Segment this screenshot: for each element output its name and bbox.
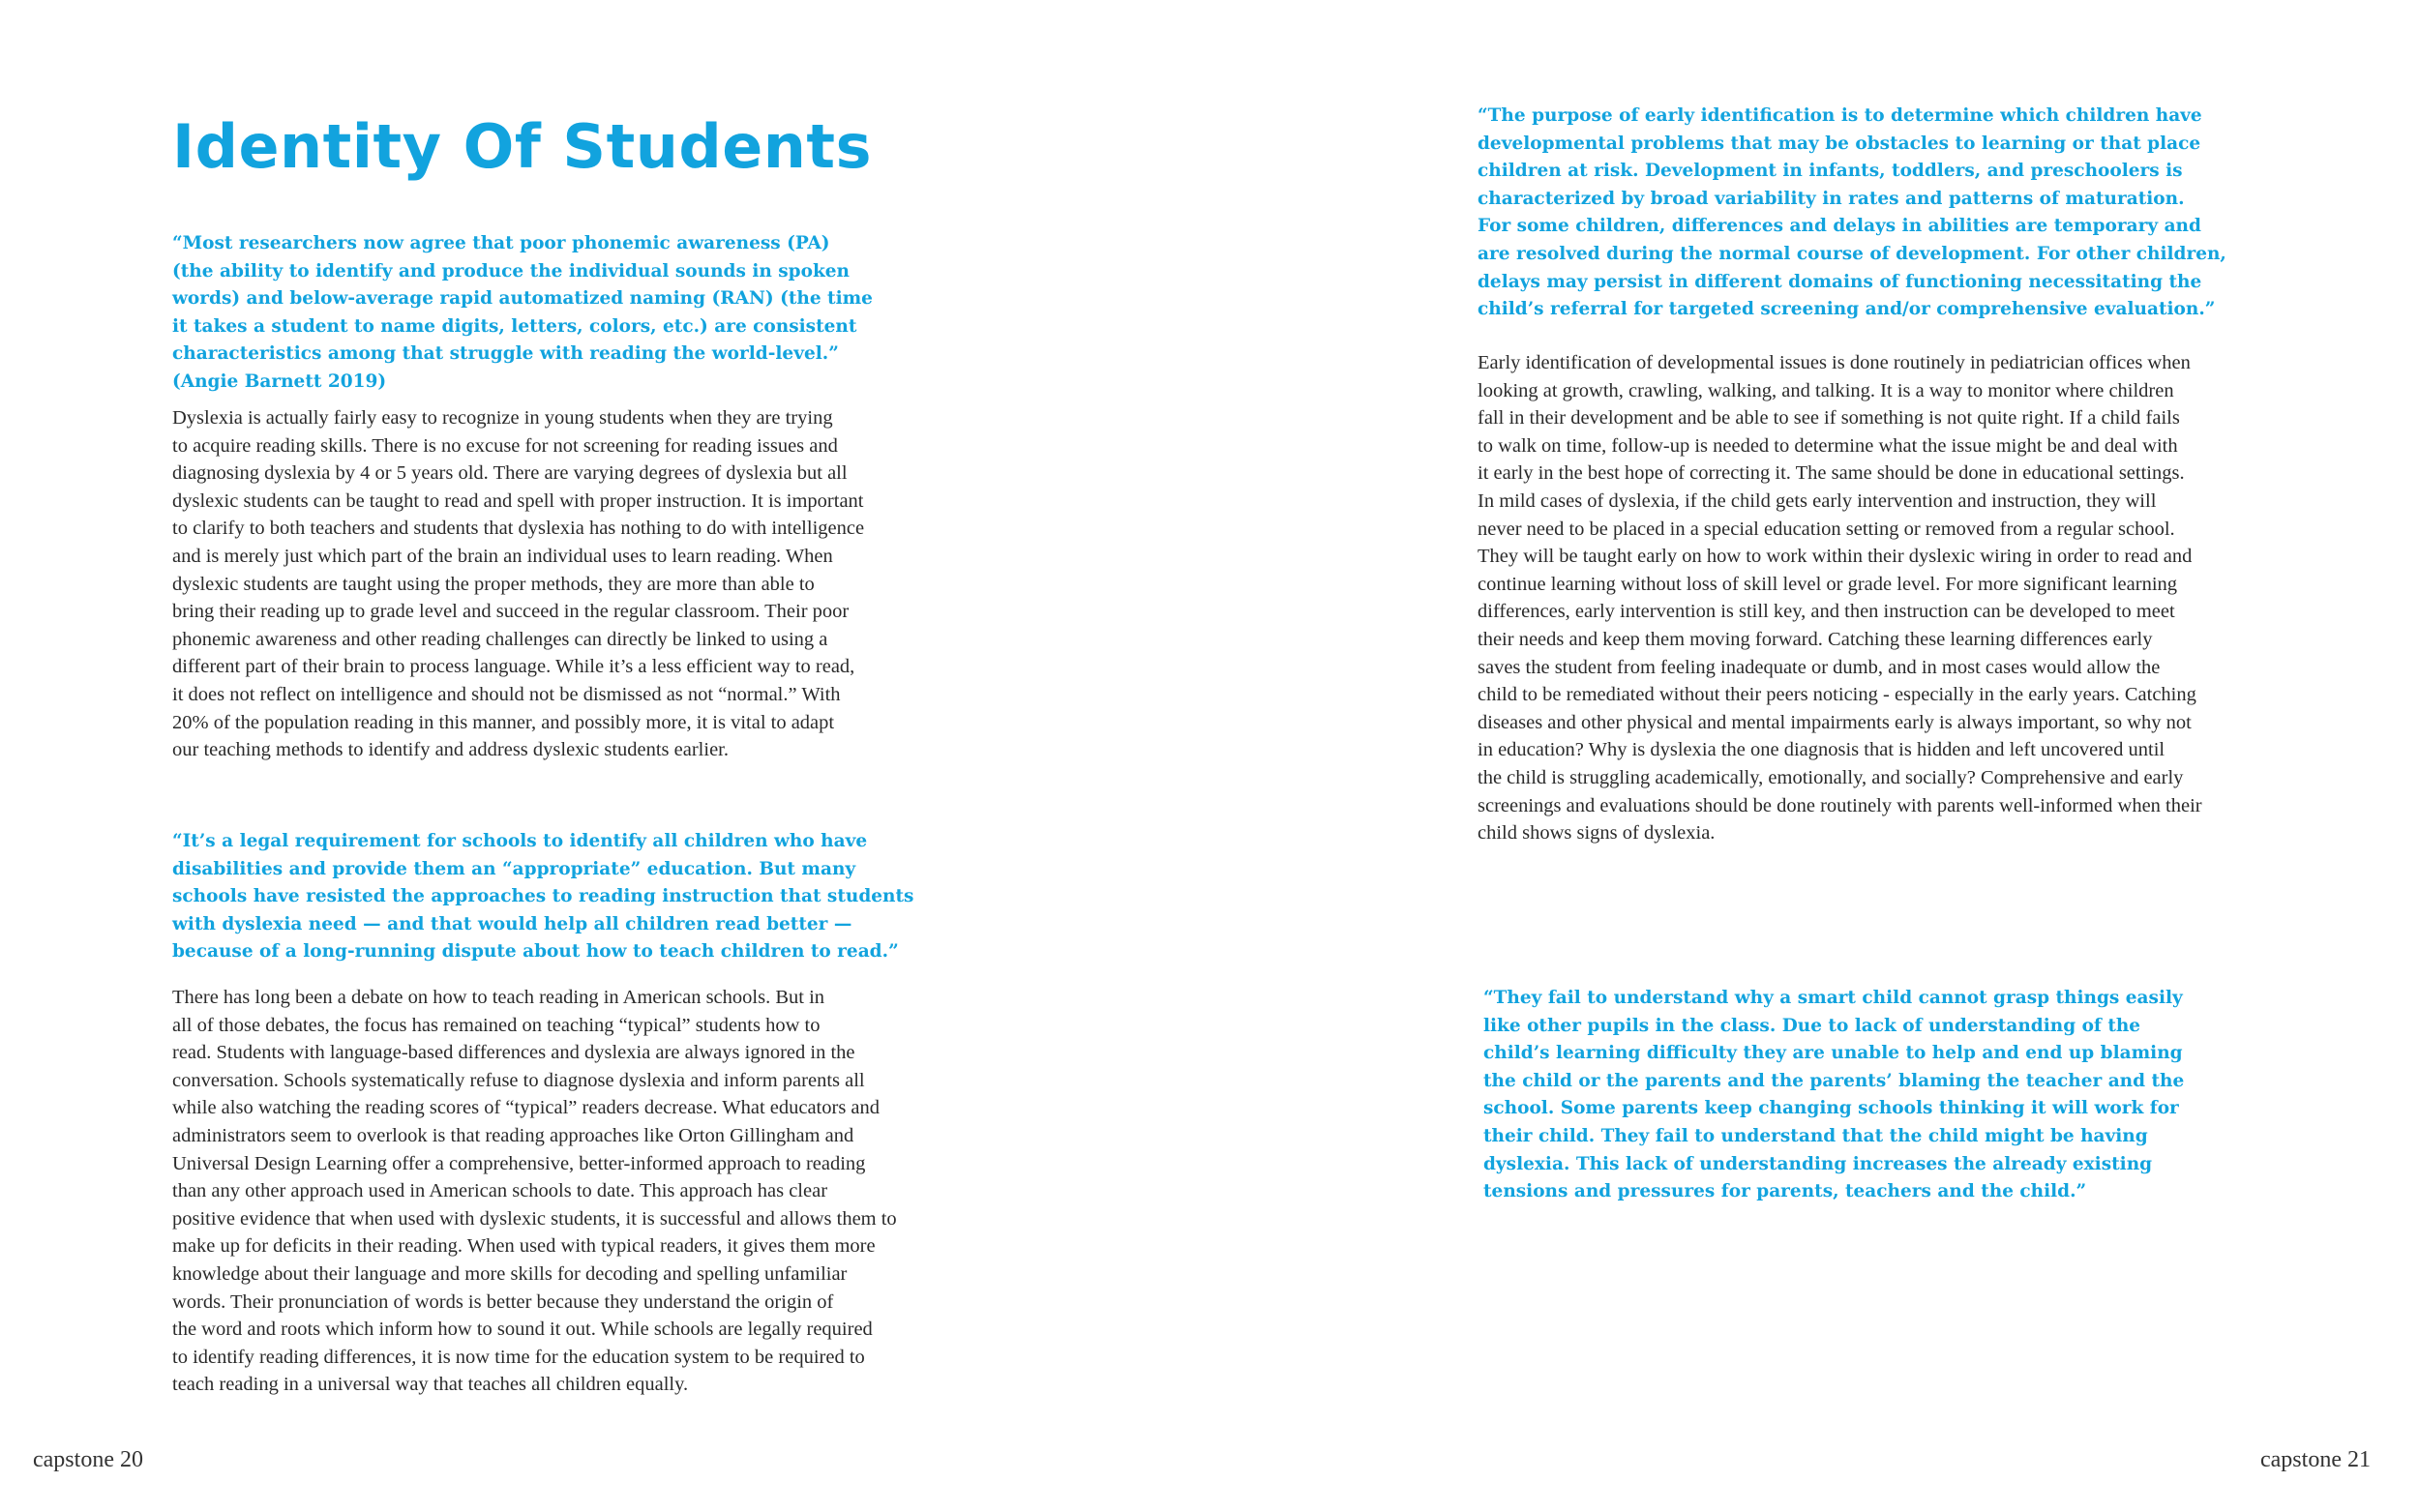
pull-quote-parents-understanding: “They fail to understand why a smart child cannot grasp things easily like other pupils in the class. Due to lack of understanding of the child’s learning difficulty they are unable to help and end up blaming the child or the parents and the parents’ blaming the teacher and the school. Some parents keep changing schools thinking it will work for their child. They fail to understand that the child might be having dyslexia. This lack of understanding increases the already existing tensions and pressures for parents, teachers and the child.” <box>1483 988 2185 1202</box>
pull-quote-early-identification: “The purpose of early identification is to determine which children have developmental problems that may be obstacles to learning or that place children at risk. Development in infants, toddlers, and preschoolers is characterized by broad variability in rates and patterns of maturation. For some children, differences and delays in abilities are temporary and are resolved during the normal course of development. For other children, delays may persist in different domains of functioning necessitating the child’s referral for targeted screening and/or comprehensive evaluation.” <box>1478 105 2226 320</box>
page-number-right: capstone 21 <box>2260 1447 2371 1472</box>
pull-quote-phonemic-awareness <box>172 230 908 397</box>
paragraph-dyslexia-recognition: Dyslexia is actually fairly easy to recognize in young students when they are trying to acquire reading skills. There is no excuse for not screening for reading issues and diagnosing dyslexia by 4 or 5 years old. There are varying degrees of dyslexia but all dyslexic students can be taught to read and spell with proper instruction. It is important to clarify to both teachers and students that dyslexia has nothing to do with intelligence and is merely just which part of the brain an individual uses to learn reading. When dyslexic students are taught using the proper methods, they are more than able to bring their reading up to grade level and succeed in the regular classroom. Their poor phonemic awareness and other reading challenges can directly be linked to using a different part of their brain to process language. While it’s a less efficient way to read, it does not reflect on intelligence and should not be dismissed as not “normal.” With 20% of the population reading in this manner, and possibly more, it is vital to adapt our teaching methods to identify and address dyslexic students earlier. <box>172 407 865 761</box>
quote-attribution: (Angie Barnett 2019) <box>172 371 387 392</box>
pull-quote-legal-requirement: “It’s a legal requirement for schools to identify all children who have disabilities and provide them an “appropriate” education. But many schools have resisted the approaches to reading instruction that students with dyslexia need — and that would help all children read better — because of a long-running dispute about how to teach children to read.” <box>172 831 914 963</box>
paragraph-reading-debate: There has long been a debate on how to teach reading in American schools. But in all of those debates, the focus has remained on teaching “typical” students how to read. Students with language-based differences and dyslexia are always ignored in the conversation. Schools systematically refuse to diagnose dyslexia and inform parents all while also watching the reading scores of “typical” readers decrease. What educators and administrators seem to overlook is that reading approaches like Orton Gillingham and Universal Design Learning offer a comprehensive, better-informed approach to reading than any other approach used in American schools to date. This approach has clear positive evidence that when used with dyslexic students, it is successful and allows them to make up for deficits in their reading. When used with typical readers, it gives them more knowledge about their language and more skills for decoding and spelling unfamiliar words. Their pronunciation of words is better because they understand the origin of the word and roots which inform how to sound it out. While schools are legally required to identify reading differences, it is now time for the education system to be required to teach reading in a universal way that teaches all children equally. <box>172 987 897 1396</box>
quote-text: “Most researchers now agree that poor phonemic awareness (PA) (the ability to identify and produce the individual sounds in spoken words) and below-average rapid automatized naming (RAN) (the time it takes a student to name digits, letters, colors, etc.) are consistent characteristics among that struggle with reading the world-level.” <box>172 233 873 365</box>
page-number-left: capstone 20 <box>33 1447 143 1472</box>
paragraph-early-identification: Early identification of developmental issues is done routinely in pediatrician offices when looking at growth, crawling, walking, and talking. It is a way to monitor where children fall in their development and be able to see if something is not quite right. If a child fails to walk on time, follow-up is needed to determine what the issue might be and deal with it early in the best hope of correcting it. The same should be done in educational settings. In mild cases of dyslexia, if the child gets early intervention and instruction, they will never need to be placed in a special education setting or removed from a regular school. They will be taught early on how to work within their dyslexic wiring in order to read and continue learning without loss of skill level or grade level. For more significant learning differences, early intervention is still key, and then instruction can be developed to meet their needs and keep them moving forward. Catching these learning differences early saves the student from feeling inadequate or dumb, and in most cases would allow the child to be remediated without their peers noticing - especially in the early years. Catching diseases and other physical and mental impairments early is always important, so why not in education? Why is dyslexia the one diagnosis that is hidden and left uncovered until the child is struggling academically, emotionally, and socially? Comprehensive and early screenings and evaluations should be done routinely with parents well-informed when their child shows signs of dyslexia. <box>1478 352 2202 845</box>
page-title: Identity Of Students <box>172 111 872 182</box>
right-page <box>1210 0 2419 1512</box>
